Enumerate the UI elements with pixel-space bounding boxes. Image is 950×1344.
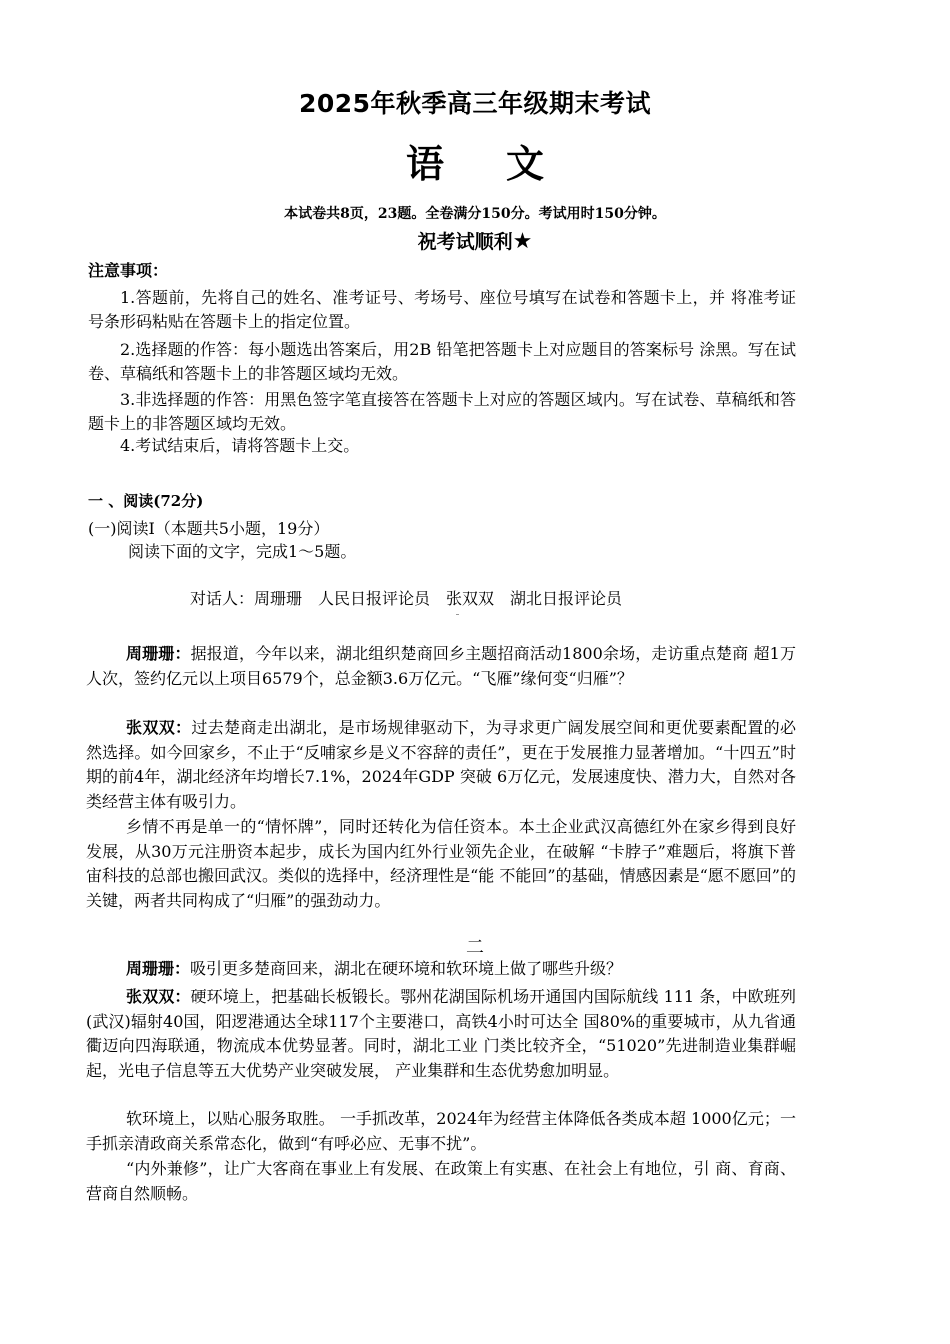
exam-title: 2025年秋季高三年级期末考试 <box>298 89 652 118</box>
speaker-label: 张双双： <box>126 987 191 1006</box>
subject-title <box>0 133 950 188</box>
paragraph-text: 据报道，今年以来，湖北组织楚商回乡主题招商活动1800余场，走访重点楚商 超1万人次，签约亿元以上项目6579个，总金额3.6万亿元。“飞雁”缘何变“归雁”？ <box>86 644 796 688</box>
article-paragraph <box>86 642 796 691</box>
notice-item: 2.选择题的作答：每小题选出答案后，用2B 铅笔把答题卡上对应题目的答案标号 涂黑。写在试卷、草稿纸和答题卡上的非答题区域均无效。 <box>88 340 796 383</box>
paragraph-text: 硬环境上，把基础长板锻长。鄂州花湖国际机场开通国内国际航线 111 条，中欧班列(武汉)辐射40国，阳逻港通达全球117个主要港口，高铁4小时可达全 国80%的重要城市，从九省通衢迈向四海联通，物流成本优势显著。同时，湖北工业 门类比较齐全，“51020”先进制造业集群崛起，光电子信息等五大优势产业突破发展， 产业集群和生态优势愈加明显。 <box>86 987 796 1080</box>
scan-dot <box>456 614 459 615</box>
speaker-label: 周珊珊： <box>126 959 191 978</box>
paragraph-text: 吸引更多楚商回来，湖北在硬环境和软环境上做了哪些升级？ <box>190 959 623 978</box>
notice-item: 1.答题前，先将自己的姓名、准考证号、考场号、座位号填写在试卷和答题卡上，并 将准考证号条形码粘贴在答题卡上的指定位置。 <box>88 288 796 331</box>
section-heading: 一 、阅读(72分) <box>88 492 204 510</box>
article-paragraph: “内外兼修”，让广大客商在事业上有发展、在政策上有实惠、在社会上有地位，引 商、育商、营商自然顺畅。 <box>86 1159 796 1203</box>
speaker-label: 张双双： <box>126 718 192 737</box>
good-luck-text: 祝考试顺利 <box>417 231 513 253</box>
article-paragraph <box>86 716 796 814</box>
notice-item: 3.非选择题的作答：用黑色签字笔直接答在答题卡上对应的答题区域内。写在试卷、草稿纸和答题卡上的非答题区域均无效。 <box>88 390 796 433</box>
subject-char-1: 语 <box>405 142 444 186</box>
reading-instruction: 阅读下面的文字，完成1～5题。 <box>128 542 357 561</box>
exam-info: 本试卷共8页，23题。全卷满分150分。考试用时150分钟。 <box>284 206 666 222</box>
article-paragraph <box>86 985 796 1083</box>
article-paragraph <box>86 957 796 982</box>
article-paragraph: 乡情不再是单一的“情怀牌”，同时还转化为信任资本。本土企业武汉高德红外在家乡得到良好发展，从30万元注册资本起步，成长为国内红外行业领先企业，在破解 “卡脖子”难题后，将旗下普宙科技的总部也搬回武汉。类似的选择中，经济理性是“能 不能回”的基础，情感因素是“愿不愿回”的关键，两者共同构成了“归雁”的强劲动力。 <box>86 817 796 910</box>
dialogue-participants: 对话人：周珊珊 人民日报评论员 张双双 湖北日报评论员 <box>190 589 623 608</box>
subject-char-2: 文 <box>506 142 545 186</box>
speaker-label: 周珊珊： <box>126 644 191 663</box>
article-paragraph: 软环境上，以贴心服务取胜。 一手抓改革，2024年为经营主体降低各类成本超 1000亿元；一手抓亲清政商关系常态化，做到“有呼必应、无事不扰”。 <box>86 1109 796 1153</box>
paragraph-text: 过去楚商走出湖北，是市场规律驱动下，为寻求更广阔发展空间和更优要素配置的必然选择。如今回家乡，不止于“反哺家乡是义不容辞的责任”，更在于发展推力显著增加。“十四五”时期的前4年，湖北经济年均增长7.1%，2024年GDP 突破 6万亿元，发展速度快、潜力大，自然对各类经营主体有吸引力。 <box>86 718 796 811</box>
good-luck-line <box>0 227 950 254</box>
part-divider: 二 <box>466 937 484 958</box>
star-icon: ★ <box>512 229 533 254</box>
notice-heading: 注意事项： <box>88 261 169 280</box>
subsection-heading: (一)阅读Ⅰ（本题共5小题，19分） <box>88 519 330 538</box>
notice-item: 4.考试结束后，请将答题卡上交。 <box>120 436 360 455</box>
